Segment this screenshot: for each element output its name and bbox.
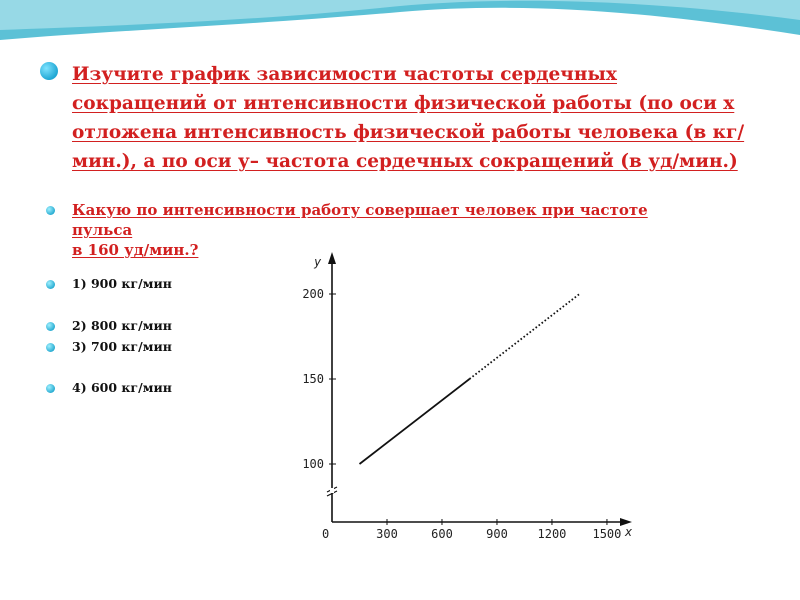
y-ticks xyxy=(302,287,336,471)
x-tick-label: 0 xyxy=(322,527,330,541)
x-tick-label: 1200 xyxy=(537,527,567,541)
x-tick-label: 300 xyxy=(376,527,398,541)
question-line-3: в 160 уд/мин.? xyxy=(72,241,199,259)
y-axis-break-gap xyxy=(330,488,334,493)
data-series xyxy=(359,294,579,464)
question-line-2: пульса xyxy=(72,221,133,239)
x-tick-label: 600 xyxy=(431,527,453,541)
option-1[interactable]: 1) 900 кг/мин xyxy=(72,276,172,291)
x-tick-label: 1500 xyxy=(592,527,622,541)
page-title: Изучите график зависимости частоты сердечных сокращений от интенсивности физической работы (по оси х отложена интенсивность физической работы человека (в кг/мин.), а по оси у– частота сердечных сокращений (в уд/мин.) xyxy=(72,64,745,172)
series-line-solid xyxy=(359,379,469,464)
y-axis-label: y xyxy=(314,255,322,269)
x-tick-label: 900 xyxy=(486,527,508,541)
y-tick-label: 100 xyxy=(302,457,324,471)
y-tick-label: 200 xyxy=(302,287,324,301)
option-2[interactable]: 2) 800 кг/мин xyxy=(72,318,172,333)
option-4[interactable]: 4) 600 кг/мин xyxy=(72,380,172,395)
y-axis-arrow-icon xyxy=(328,252,336,264)
option-3[interactable]: 3) 700 кг/мин xyxy=(72,339,172,354)
series-line-dotted xyxy=(469,294,579,379)
question-line-1: Какую по интенсивности работу совершает человек при частоте xyxy=(72,201,648,219)
x-axis-label: x xyxy=(625,525,633,539)
y-tick-label: 150 xyxy=(302,372,324,386)
